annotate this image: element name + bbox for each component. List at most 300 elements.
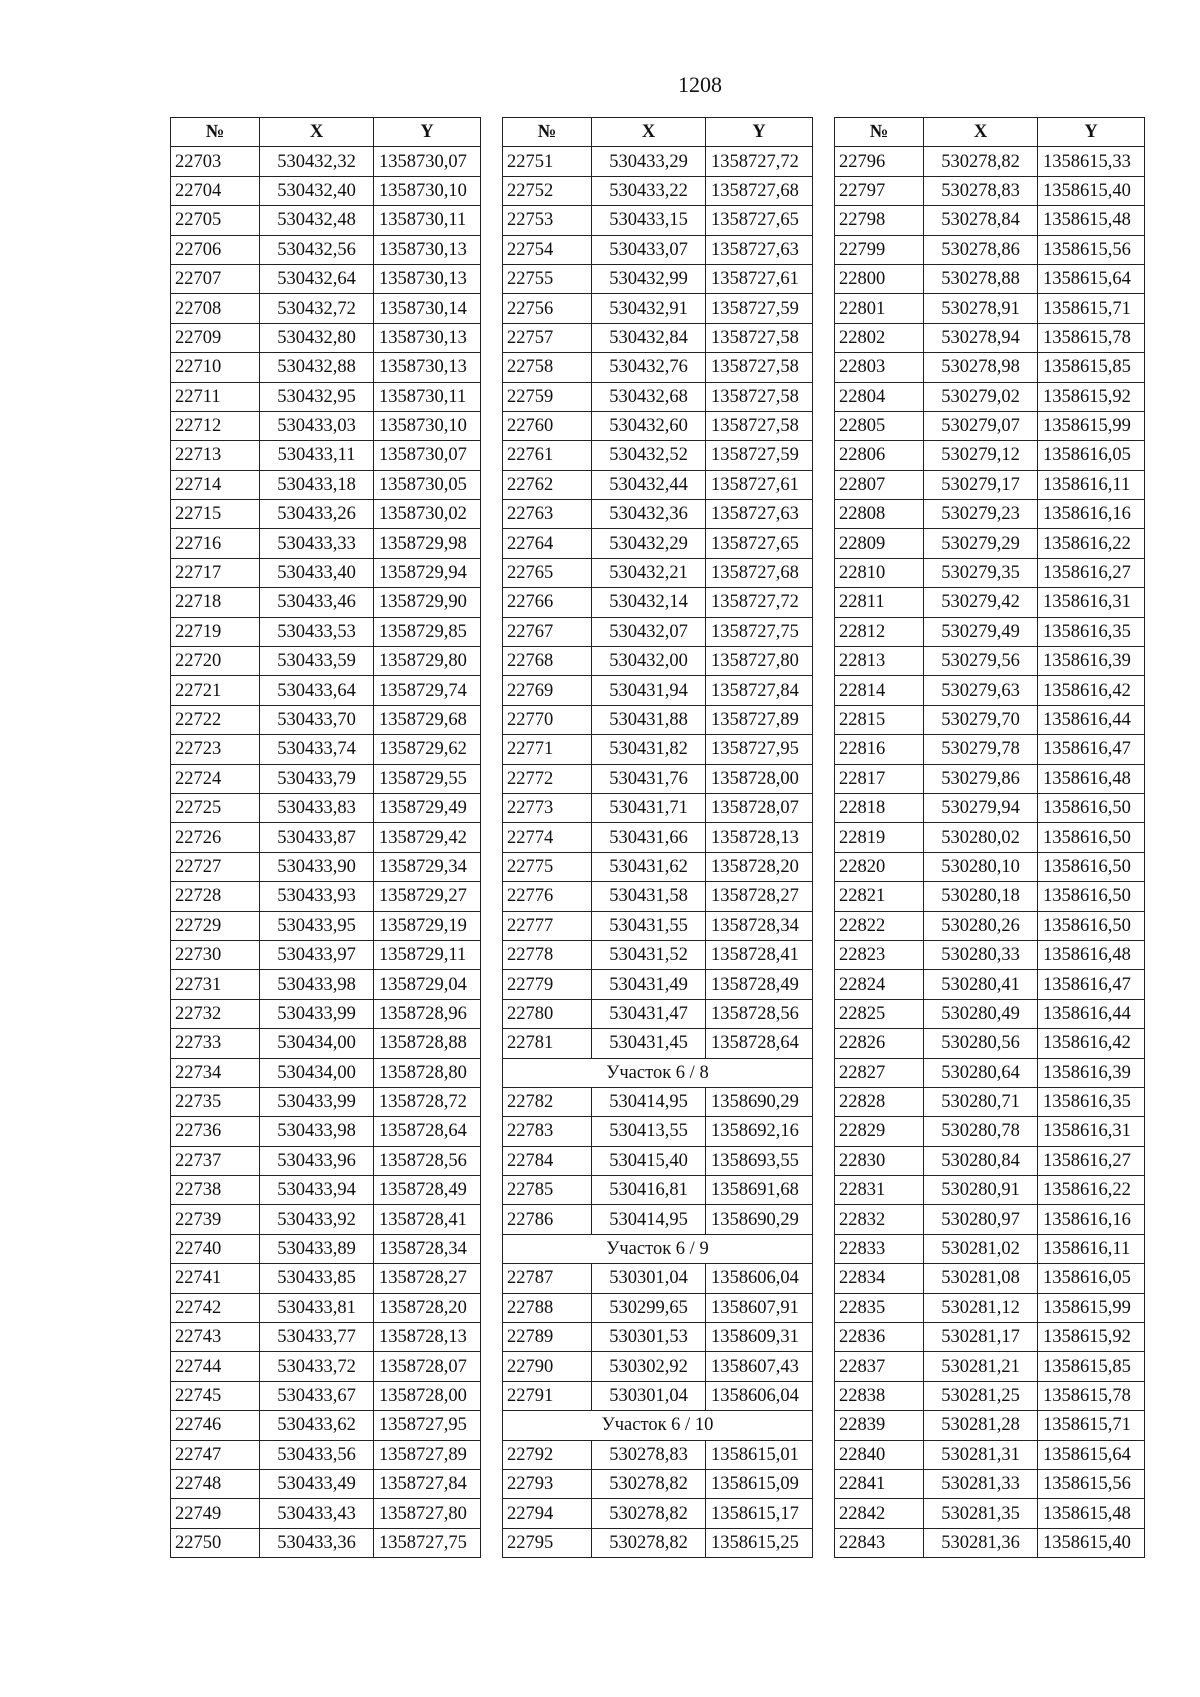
- y-coordinate-cell: 1358727,89: [706, 705, 813, 734]
- y-coordinate-cell: 1358727,95: [706, 735, 813, 764]
- x-coordinate-cell: 530281,28: [924, 1411, 1038, 1440]
- table-row: [835, 852, 1145, 881]
- point-number-cell: 22806: [835, 441, 924, 470]
- x-coordinate-cell: 530433,46: [260, 588, 374, 617]
- x-coordinate-cell: 530279,07: [924, 411, 1038, 440]
- y-coordinate-cell: 1358690,29: [706, 1205, 813, 1234]
- point-number-cell: 22816: [835, 735, 924, 764]
- y-coordinate-cell: 1358727,95: [374, 1411, 481, 1440]
- table-row: [171, 705, 481, 734]
- header-y: Y: [706, 118, 813, 147]
- table-row: [171, 353, 481, 382]
- x-coordinate-cell: 530433,70: [260, 705, 374, 734]
- x-coordinate-cell: 530433,79: [260, 764, 374, 793]
- y-coordinate-cell: 1358729,55: [374, 764, 481, 793]
- x-coordinate-cell: 530432,91: [592, 294, 706, 323]
- x-coordinate-cell: 530279,42: [924, 588, 1038, 617]
- x-coordinate-cell: 530432,44: [592, 470, 706, 499]
- y-coordinate-cell: 1358727,80: [374, 1499, 481, 1528]
- table-row: [835, 940, 1145, 969]
- y-coordinate-cell: 1358616,44: [1038, 705, 1145, 734]
- table-row: [171, 1323, 481, 1352]
- point-number-cell: 22738: [171, 1176, 260, 1205]
- table-row: [835, 911, 1145, 940]
- point-number-cell: 22831: [835, 1176, 924, 1205]
- x-coordinate-cell: 530433,11: [260, 441, 374, 470]
- y-coordinate-cell: 1358615,25: [706, 1528, 813, 1557]
- table-row: [171, 470, 481, 499]
- point-number-cell: 22746: [171, 1411, 260, 1440]
- table-row: [835, 294, 1145, 323]
- y-coordinate-cell: 1358616,11: [1038, 470, 1145, 499]
- x-coordinate-cell: 530433,92: [260, 1205, 374, 1234]
- table-row: [503, 1205, 813, 1234]
- point-number-cell: 22723: [171, 735, 260, 764]
- point-number-cell: 22783: [503, 1117, 592, 1146]
- x-coordinate-cell: 530433,56: [260, 1440, 374, 1469]
- table-row: [503, 793, 813, 822]
- x-coordinate-cell: 530432,88: [260, 353, 374, 382]
- x-coordinate-cell: 530433,26: [260, 500, 374, 529]
- y-coordinate-cell: 1358615,92: [1038, 382, 1145, 411]
- y-coordinate-cell: 1358727,65: [706, 206, 813, 235]
- y-coordinate-cell: 1358615,40: [1038, 176, 1145, 205]
- section-title: Участок 6 / 10: [503, 1411, 813, 1440]
- point-number-cell: 22788: [503, 1293, 592, 1322]
- point-number-cell: 22794: [503, 1499, 592, 1528]
- y-coordinate-cell: 1358615,99: [1038, 411, 1145, 440]
- x-coordinate-cell: 530414,95: [592, 1087, 706, 1116]
- table-row: [503, 529, 813, 558]
- table-row: [171, 793, 481, 822]
- y-coordinate-cell: 1358616,16: [1038, 1205, 1145, 1234]
- point-number-cell: 22727: [171, 852, 260, 881]
- y-coordinate-cell: 1358730,10: [374, 176, 481, 205]
- point-number-cell: 22817: [835, 764, 924, 793]
- y-coordinate-cell: 1358730,07: [374, 147, 481, 176]
- point-number-cell: 22798: [835, 206, 924, 235]
- point-number-cell: 22813: [835, 647, 924, 676]
- x-coordinate-cell: 530281,35: [924, 1499, 1038, 1528]
- header-x: X: [260, 118, 374, 147]
- point-number-cell: 22775: [503, 852, 592, 881]
- point-number-cell: 22753: [503, 206, 592, 235]
- y-coordinate-cell: 1358728,72: [374, 1087, 481, 1116]
- point-number-cell: 22818: [835, 793, 924, 822]
- y-coordinate-cell: 1358616,27: [1038, 1146, 1145, 1175]
- x-coordinate-cell: 530279,29: [924, 529, 1038, 558]
- x-coordinate-cell: 530433,99: [260, 1087, 374, 1116]
- table-row: [503, 1440, 813, 1469]
- point-number-cell: 22800: [835, 264, 924, 293]
- y-coordinate-cell: 1358728,88: [374, 1029, 481, 1058]
- y-coordinate-cell: 1358727,80: [706, 647, 813, 676]
- x-coordinate-cell: 530281,02: [924, 1234, 1038, 1263]
- x-coordinate-cell: 530278,84: [924, 206, 1038, 235]
- point-number-cell: 22759: [503, 382, 592, 411]
- y-coordinate-cell: 1358606,04: [706, 1381, 813, 1410]
- point-number-cell: 22717: [171, 558, 260, 587]
- table-row: [171, 617, 481, 646]
- point-number-cell: 22841: [835, 1469, 924, 1498]
- point-number-cell: 22765: [503, 558, 592, 587]
- x-coordinate-cell: 530413,55: [592, 1117, 706, 1146]
- y-coordinate-cell: 1358616,39: [1038, 647, 1145, 676]
- table-row: [835, 500, 1145, 529]
- table-row: [503, 647, 813, 676]
- x-coordinate-cell: 530280,56: [924, 1029, 1038, 1058]
- section-title: Участок 6 / 8: [503, 1058, 813, 1087]
- table-row: [171, 529, 481, 558]
- point-number-cell: 22785: [503, 1176, 592, 1205]
- x-coordinate-cell: 530431,58: [592, 882, 706, 911]
- x-coordinate-cell: 530431,76: [592, 764, 706, 793]
- x-coordinate-cell: 530280,18: [924, 882, 1038, 911]
- y-coordinate-cell: 1358728,56: [706, 999, 813, 1028]
- x-coordinate-cell: 530280,78: [924, 1117, 1038, 1146]
- x-coordinate-cell: 530431,49: [592, 970, 706, 999]
- x-coordinate-cell: 530431,66: [592, 823, 706, 852]
- y-coordinate-cell: 1358616,22: [1038, 529, 1145, 558]
- y-coordinate-cell: 1358616,42: [1038, 1029, 1145, 1058]
- point-number-cell: 22732: [171, 999, 260, 1028]
- y-coordinate-cell: 1358615,85: [1038, 1352, 1145, 1381]
- y-coordinate-cell: 1358727,75: [374, 1528, 481, 1557]
- header-y: Y: [374, 118, 481, 147]
- point-number-cell: 22778: [503, 940, 592, 969]
- x-coordinate-cell: 530434,00: [260, 1029, 374, 1058]
- y-coordinate-cell: 1358616,31: [1038, 588, 1145, 617]
- table-row: [835, 323, 1145, 352]
- header-row: [503, 118, 813, 147]
- x-coordinate-cell: 530432,36: [592, 500, 706, 529]
- table-row: [503, 1087, 813, 1116]
- y-coordinate-cell: 1358616,39: [1038, 1058, 1145, 1087]
- y-coordinate-cell: 1358616,50: [1038, 793, 1145, 822]
- x-coordinate-cell: 530433,89: [260, 1234, 374, 1263]
- y-coordinate-cell: 1358728,00: [374, 1381, 481, 1410]
- y-coordinate-cell: 1358728,07: [706, 793, 813, 822]
- y-coordinate-cell: 1358727,72: [706, 588, 813, 617]
- point-number-cell: 22726: [171, 823, 260, 852]
- y-coordinate-cell: 1358615,64: [1038, 1440, 1145, 1469]
- point-number-cell: 22754: [503, 235, 592, 264]
- x-coordinate-cell: 530433,95: [260, 911, 374, 940]
- point-number-cell: 22710: [171, 353, 260, 382]
- table-row: [171, 1234, 481, 1263]
- page-number: 1208: [678, 72, 722, 97]
- y-coordinate-cell: 1358729,68: [374, 705, 481, 734]
- table-row: [171, 852, 481, 881]
- y-coordinate-cell: 1358728,27: [374, 1264, 481, 1293]
- table-row: [503, 617, 813, 646]
- table-row: [503, 382, 813, 411]
- table-row: [835, 382, 1145, 411]
- point-number-cell: 22711: [171, 382, 260, 411]
- table-row: [835, 1029, 1145, 1058]
- point-number-cell: 22740: [171, 1234, 260, 1263]
- point-number-cell: 22840: [835, 1440, 924, 1469]
- point-number-cell: 22767: [503, 617, 592, 646]
- y-coordinate-cell: 1358727,59: [706, 294, 813, 323]
- y-coordinate-cell: 1358690,29: [706, 1087, 813, 1116]
- table-row: [503, 970, 813, 999]
- point-number-cell: 22714: [171, 470, 260, 499]
- x-coordinate-cell: 530432,95: [260, 382, 374, 411]
- point-number-cell: 22839: [835, 1411, 924, 1440]
- point-number-cell: 22811: [835, 588, 924, 617]
- y-coordinate-cell: 1358727,58: [706, 411, 813, 440]
- y-coordinate-cell: 1358730,07: [374, 441, 481, 470]
- y-coordinate-cell: 1358730,05: [374, 470, 481, 499]
- y-coordinate-cell: 1358728,96: [374, 999, 481, 1028]
- table-row: [835, 793, 1145, 822]
- point-number-cell: 22835: [835, 1293, 924, 1322]
- y-coordinate-cell: 1358616,35: [1038, 617, 1145, 646]
- table-row: [171, 206, 481, 235]
- point-number-cell: 22781: [503, 1029, 592, 1058]
- x-coordinate-cell: 530279,12: [924, 441, 1038, 470]
- y-coordinate-cell: 1358615,40: [1038, 1528, 1145, 1557]
- x-coordinate-cell: 530433,29: [592, 147, 706, 176]
- x-coordinate-cell: 530280,41: [924, 970, 1038, 999]
- table-row: [835, 1176, 1145, 1205]
- x-coordinate-cell: 530280,49: [924, 999, 1038, 1028]
- table-row: [835, 147, 1145, 176]
- y-coordinate-cell: 1358616,31: [1038, 1117, 1145, 1146]
- x-coordinate-cell: 530281,21: [924, 1352, 1038, 1381]
- point-number-cell: 22827: [835, 1058, 924, 1087]
- point-number-cell: 22770: [503, 705, 592, 734]
- y-coordinate-cell: 1358728,34: [374, 1234, 481, 1263]
- table-row: [171, 647, 481, 676]
- point-number-cell: 22709: [171, 323, 260, 352]
- point-number-cell: 22729: [171, 911, 260, 940]
- x-coordinate-cell: 530432,99: [592, 264, 706, 293]
- point-number-cell: 22812: [835, 617, 924, 646]
- point-number-cell: 22784: [503, 1146, 592, 1175]
- y-coordinate-cell: 1358615,17: [706, 1499, 813, 1528]
- table-row: [503, 558, 813, 587]
- y-coordinate-cell: 1358728,56: [374, 1146, 481, 1175]
- y-coordinate-cell: 1358729,04: [374, 970, 481, 999]
- y-coordinate-cell: 1358615,56: [1038, 1469, 1145, 1498]
- point-number-cell: 22731: [171, 970, 260, 999]
- point-number-cell: 22790: [503, 1352, 592, 1381]
- y-coordinate-cell: 1358727,63: [706, 500, 813, 529]
- table-row: [171, 1352, 481, 1381]
- y-coordinate-cell: 1358727,89: [374, 1440, 481, 1469]
- y-coordinate-cell: 1358729,80: [374, 647, 481, 676]
- table-row: [503, 940, 813, 969]
- table-row: [171, 970, 481, 999]
- point-number-cell: 22742: [171, 1293, 260, 1322]
- table-row: [835, 676, 1145, 705]
- table-row: [171, 1087, 481, 1116]
- x-coordinate-cell: 530433,49: [260, 1469, 374, 1498]
- x-coordinate-cell: 530433,96: [260, 1146, 374, 1175]
- x-coordinate-cell: 530299,65: [592, 1293, 706, 1322]
- x-coordinate-cell: 530433,87: [260, 823, 374, 852]
- table-row: [835, 1146, 1145, 1175]
- point-number-cell: 22779: [503, 970, 592, 999]
- table-row: [171, 1264, 481, 1293]
- x-coordinate-cell: 530415,40: [592, 1146, 706, 1175]
- y-coordinate-cell: 1358607,43: [706, 1352, 813, 1381]
- y-coordinate-cell: 1358692,16: [706, 1117, 813, 1146]
- x-coordinate-cell: 530279,35: [924, 558, 1038, 587]
- table-row: [503, 852, 813, 881]
- y-coordinate-cell: 1358615,92: [1038, 1323, 1145, 1352]
- point-number-cell: 22826: [835, 1029, 924, 1058]
- header-x: X: [924, 118, 1038, 147]
- point-number-cell: 22782: [503, 1087, 592, 1116]
- point-number-cell: 22787: [503, 1264, 592, 1293]
- table-row: [171, 1499, 481, 1528]
- y-coordinate-cell: 1358616,48: [1038, 764, 1145, 793]
- point-number-cell: 22739: [171, 1205, 260, 1234]
- y-coordinate-cell: 1358727,68: [706, 176, 813, 205]
- y-coordinate-cell: 1358615,48: [1038, 206, 1145, 235]
- y-coordinate-cell: 1358728,41: [374, 1205, 481, 1234]
- x-coordinate-cell: 530280,10: [924, 852, 1038, 881]
- x-coordinate-cell: 530431,82: [592, 735, 706, 764]
- table-row: [503, 588, 813, 617]
- table-row: [171, 1411, 481, 1440]
- table-row: [171, 764, 481, 793]
- point-number-cell: 22843: [835, 1528, 924, 1557]
- point-number-cell: 22796: [835, 147, 924, 176]
- table-row: [835, 999, 1145, 1028]
- point-number-cell: 22799: [835, 235, 924, 264]
- x-coordinate-cell: 530432,72: [260, 294, 374, 323]
- y-coordinate-cell: 1358728,64: [374, 1117, 481, 1146]
- point-number-cell: 22730: [171, 940, 260, 969]
- x-coordinate-cell: 530278,82: [592, 1469, 706, 1498]
- y-coordinate-cell: 1358615,78: [1038, 1381, 1145, 1410]
- table-row: [503, 206, 813, 235]
- point-number-cell: 22722: [171, 705, 260, 734]
- table-row: [835, 1205, 1145, 1234]
- x-coordinate-cell: 530281,31: [924, 1440, 1038, 1469]
- table-row: [171, 1058, 481, 1087]
- y-coordinate-cell: 1358727,84: [706, 676, 813, 705]
- y-coordinate-cell: 1358616,42: [1038, 676, 1145, 705]
- section-title: Участок 6 / 9: [503, 1234, 813, 1263]
- table-row: [171, 1176, 481, 1205]
- point-number-cell: 22715: [171, 500, 260, 529]
- table-row: [171, 1205, 481, 1234]
- point-number-cell: 22805: [835, 411, 924, 440]
- table-row: [503, 323, 813, 352]
- point-number-cell: 22707: [171, 264, 260, 293]
- y-coordinate-cell: 1358615,71: [1038, 1411, 1145, 1440]
- coordinates-table-3: [834, 117, 1145, 1558]
- header-num: №: [503, 118, 592, 147]
- point-number-cell: 22834: [835, 1264, 924, 1293]
- table-row: [835, 353, 1145, 382]
- point-number-cell: 22763: [503, 500, 592, 529]
- y-coordinate-cell: 1358728,41: [706, 940, 813, 969]
- x-coordinate-cell: 530301,04: [592, 1381, 706, 1410]
- x-coordinate-cell: 530433,94: [260, 1176, 374, 1205]
- point-number-cell: 22751: [503, 147, 592, 176]
- x-coordinate-cell: 530279,23: [924, 500, 1038, 529]
- x-coordinate-cell: 530433,90: [260, 852, 374, 881]
- y-coordinate-cell: 1358728,20: [706, 852, 813, 881]
- point-number-cell: 22772: [503, 764, 592, 793]
- y-coordinate-cell: 1358727,65: [706, 529, 813, 558]
- point-number-cell: 22764: [503, 529, 592, 558]
- table-row: [171, 588, 481, 617]
- y-coordinate-cell: 1358616,35: [1038, 1087, 1145, 1116]
- point-number-cell: 22755: [503, 264, 592, 293]
- x-coordinate-cell: 530278,83: [592, 1440, 706, 1469]
- y-coordinate-cell: 1358728,13: [374, 1323, 481, 1352]
- table-row: [835, 882, 1145, 911]
- x-coordinate-cell: 530432,80: [260, 323, 374, 352]
- point-number-cell: 22832: [835, 1205, 924, 1234]
- x-coordinate-cell: 530432,00: [592, 647, 706, 676]
- y-coordinate-cell: 1358615,01: [706, 1440, 813, 1469]
- x-coordinate-cell: 530433,22: [592, 176, 706, 205]
- point-number-cell: 22708: [171, 294, 260, 323]
- x-coordinate-cell: 530433,67: [260, 1381, 374, 1410]
- x-coordinate-cell: 530279,94: [924, 793, 1038, 822]
- point-number-cell: 22776: [503, 882, 592, 911]
- table-row: [171, 411, 481, 440]
- point-number-cell: 22712: [171, 411, 260, 440]
- x-coordinate-cell: 530434,00: [260, 1058, 374, 1087]
- table-row: [503, 470, 813, 499]
- point-number-cell: 22791: [503, 1381, 592, 1410]
- y-coordinate-cell: 1358616,44: [1038, 999, 1145, 1028]
- section-row: [503, 1234, 813, 1263]
- table-row: [835, 705, 1145, 734]
- section-row: [503, 1411, 813, 1440]
- y-coordinate-cell: 1358729,98: [374, 529, 481, 558]
- table-row: [171, 294, 481, 323]
- point-number-cell: 22748: [171, 1469, 260, 1498]
- point-number-cell: 22757: [503, 323, 592, 352]
- y-coordinate-cell: 1358729,49: [374, 793, 481, 822]
- section-row: [503, 1058, 813, 1087]
- x-coordinate-cell: 530278,94: [924, 323, 1038, 352]
- table-row: [503, 1117, 813, 1146]
- y-coordinate-cell: 1358729,19: [374, 911, 481, 940]
- x-coordinate-cell: 530433,85: [260, 1264, 374, 1293]
- table-row: [835, 529, 1145, 558]
- table-row: [503, 764, 813, 793]
- table-row: [835, 1499, 1145, 1528]
- header-row: [171, 118, 481, 147]
- point-number-cell: 22735: [171, 1087, 260, 1116]
- table-row: [503, 1293, 813, 1322]
- y-coordinate-cell: 1358615,78: [1038, 323, 1145, 352]
- x-coordinate-cell: 530280,71: [924, 1087, 1038, 1116]
- point-number-cell: 22803: [835, 353, 924, 382]
- point-number-cell: 22734: [171, 1058, 260, 1087]
- table-row: [503, 147, 813, 176]
- point-number-cell: 22733: [171, 1029, 260, 1058]
- y-coordinate-cell: 1358730,13: [374, 264, 481, 293]
- y-coordinate-cell: 1358607,91: [706, 1293, 813, 1322]
- x-coordinate-cell: 530432,21: [592, 558, 706, 587]
- table-row: [171, 940, 481, 969]
- x-coordinate-cell: 530433,53: [260, 617, 374, 646]
- y-coordinate-cell: 1358727,63: [706, 235, 813, 264]
- x-coordinate-cell: 530433,98: [260, 970, 374, 999]
